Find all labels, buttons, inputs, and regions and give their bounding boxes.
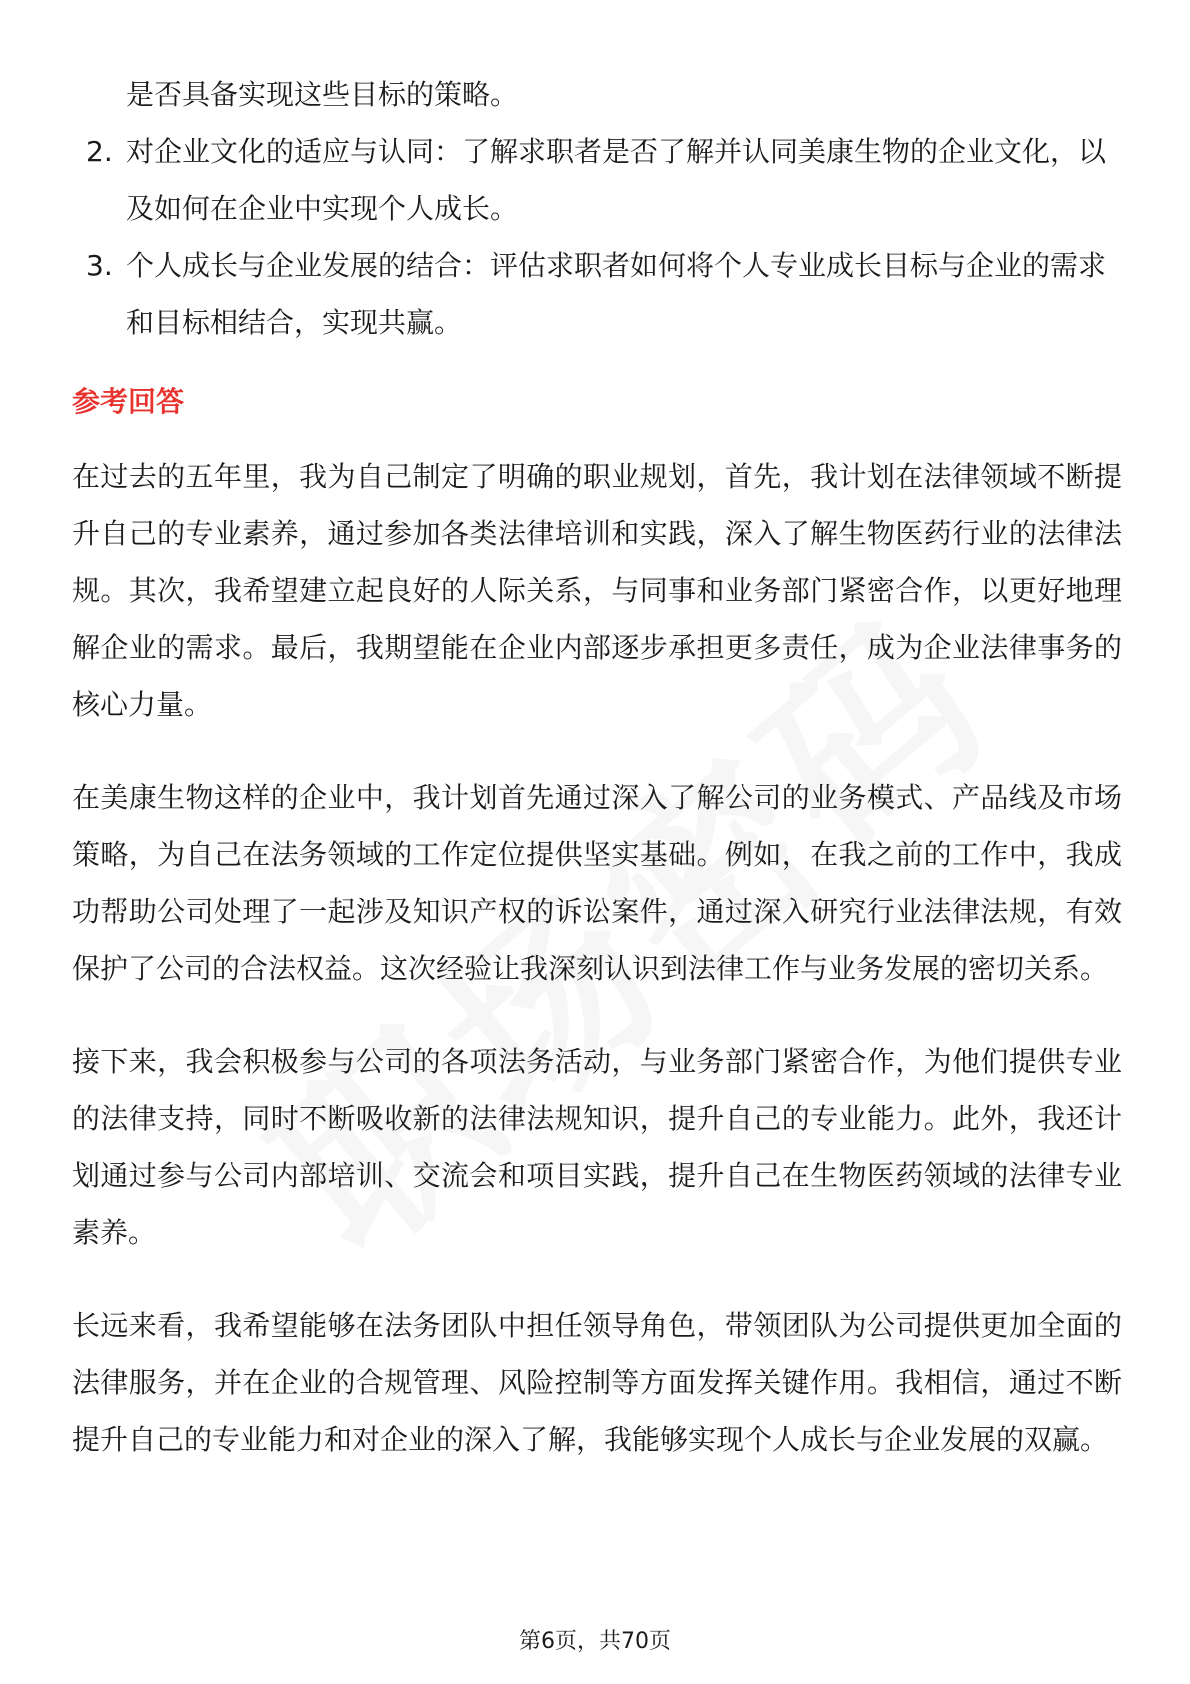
list-item-text: 是否具备实现这些目标的策略。 (126, 78, 519, 111)
list-item-number: 2. (86, 135, 113, 168)
list-item (72, 237, 1122, 351)
list-item-continuation (72, 66, 1122, 123)
section-heading: 参考回答 (72, 385, 185, 418)
list-item-text: 对企业文化的适应与认同：了解求职者是否了解并认同美康生物的企业文化，以及如何在企业中实现个人成长。 (126, 135, 1107, 225)
paragraph: 接下来，我会积极参与公司的各项法务活动，与业务部门紧密合作，为他们提供专业的法律支持，同时不断吸收新的法律法规知识，提升自己的专业能力。此外，我还计划通过参与公司内部培训、交流会和项目实践，提升自己在生物医药领域的法律专业素养。 (72, 1045, 1122, 1249)
list-item (72, 123, 1122, 237)
paragraph: 在过去的五年里，我为自己制定了明确的职业规划，首先，我计划在法律领域不断提升自己的专业素养，通过参加各类法律培训和实践，深入了解生物医药行业的法律法规。其次，我希望建立起良好的人际关系，与同事和业务部门紧密合作，以更好地理解企业的需求。最后，我期望能在企业内部逐步承担更多责任，成为企业法律事务的核心力量。 (72, 460, 1122, 721)
list-item-number: 3. (86, 249, 113, 282)
answer-body (72, 448, 1122, 1504)
numbered-list (72, 66, 1122, 351)
paragraph: 长远来看，我希望能够在法务团队中担任领导角色，带领团队为公司提供更加全面的法律服务，并在企业的合规管理、风险控制等方面发挥关键作用。我相信，通过不断提升自己的专业能力和对企业的深入了解，我能够实现个人成长与企业发展的双赢。 (72, 1309, 1122, 1456)
list-item-text: 个人成长与企业发展的结合：评估求职者如何将个人专业成长目标与企业的需求和目标相结合，实现共赢。 (126, 249, 1107, 339)
paragraph: 在美康生物这样的企业中，我计划首先通过深入了解公司的业务模式、产品线及市场策略，为自己在法务领域的工作定位提供坚实基础。例如，在我之前的工作中，我成功帮助公司处理了一起涉及知识产权的诉讼案件，通过深入研究行业法律法规，有效保护了公司的合法权益。这次经验让我深刻认识到法律工作与业务发展的密切关系。 (72, 781, 1122, 985)
page-number: 第6页，共70页 (519, 1629, 671, 1654)
